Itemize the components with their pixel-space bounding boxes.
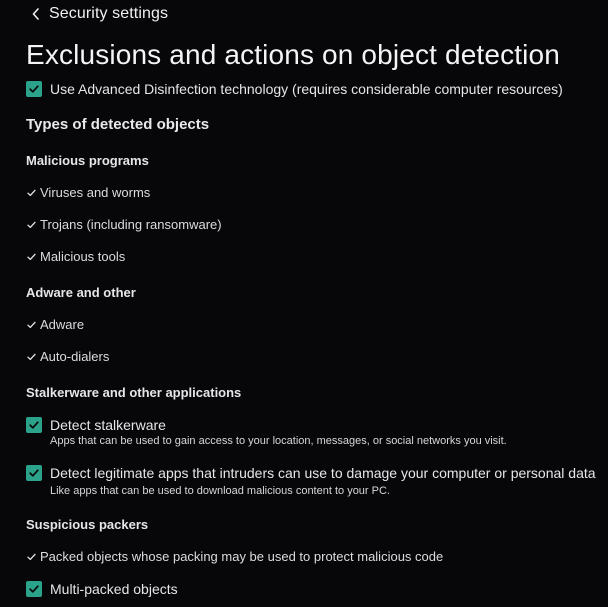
detect-stalkerware-description: Apps that can be used to gain access to your location, messages, or social networks you visit. [50, 435, 507, 447]
check-icon [27, 353, 36, 361]
list-item [27, 217, 222, 232]
group-title-malicious: Malicious programs [26, 153, 149, 168]
list-item [27, 549, 443, 564]
check-icon [27, 189, 36, 197]
detect-legitimate-apps-option[interactable] [26, 465, 596, 481]
group-title-adware: Adware and other [26, 285, 136, 300]
check-icon [27, 321, 36, 329]
detect-legitimate-apps-checkbox[interactable] [26, 465, 42, 481]
advanced-disinfection-option[interactable] [26, 81, 563, 97]
detect-legitimate-apps-description: Like apps that can be used to download malicious content to your PC. [50, 485, 390, 497]
detect-stalkerware-label: Detect stalkerware [50, 417, 166, 433]
detect-stalkerware-checkbox[interactable] [26, 417, 42, 433]
item-label: Auto-dialers [40, 349, 110, 364]
list-item [27, 317, 84, 332]
item-label: Malicious tools [40, 249, 126, 264]
back-button-label: Security settings [49, 5, 169, 22]
group-title-packers: Suspicious packers [26, 517, 149, 532]
chevron-left-icon [32, 8, 40, 20]
checkmark-icon [28, 419, 40, 431]
item-label: Viruses and worms [40, 185, 151, 200]
advanced-disinfection-label: Use Advanced Disinfection technology (requires considerable computer resources) [50, 81, 563, 97]
list-item [27, 349, 109, 364]
check-icon [27, 221, 36, 229]
multi-packed-option[interactable] [26, 581, 178, 597]
item-label: Trojans (including ransomware) [40, 217, 222, 232]
back-button[interactable] [32, 5, 168, 23]
item-label: Packed objects whose packing may be used to protect malicious code [40, 549, 444, 564]
check-icon [27, 553, 36, 561]
item-label: Adware [40, 317, 85, 332]
checkmark-icon [28, 467, 40, 479]
list-item [27, 249, 125, 264]
detect-legitimate-apps-label: Detect legitimate apps that intruders can use to damage your computer or personal data [50, 465, 596, 481]
detect-stalkerware-option[interactable] [26, 417, 166, 433]
section-title: Types of detected objects [26, 116, 210, 133]
group-title-stalkerware: Stalkerware and other applications [26, 385, 242, 400]
list-item [27, 185, 150, 200]
checkmark-icon [28, 583, 40, 595]
multi-packed-checkbox[interactable] [26, 581, 42, 597]
advanced-disinfection-checkbox[interactable] [26, 81, 42, 97]
multi-packed-label: Multi-packed objects [50, 581, 178, 597]
check-icon [27, 253, 36, 261]
page-title: Exclusions and actions on object detection [26, 39, 560, 70]
checkmark-icon [28, 83, 40, 95]
